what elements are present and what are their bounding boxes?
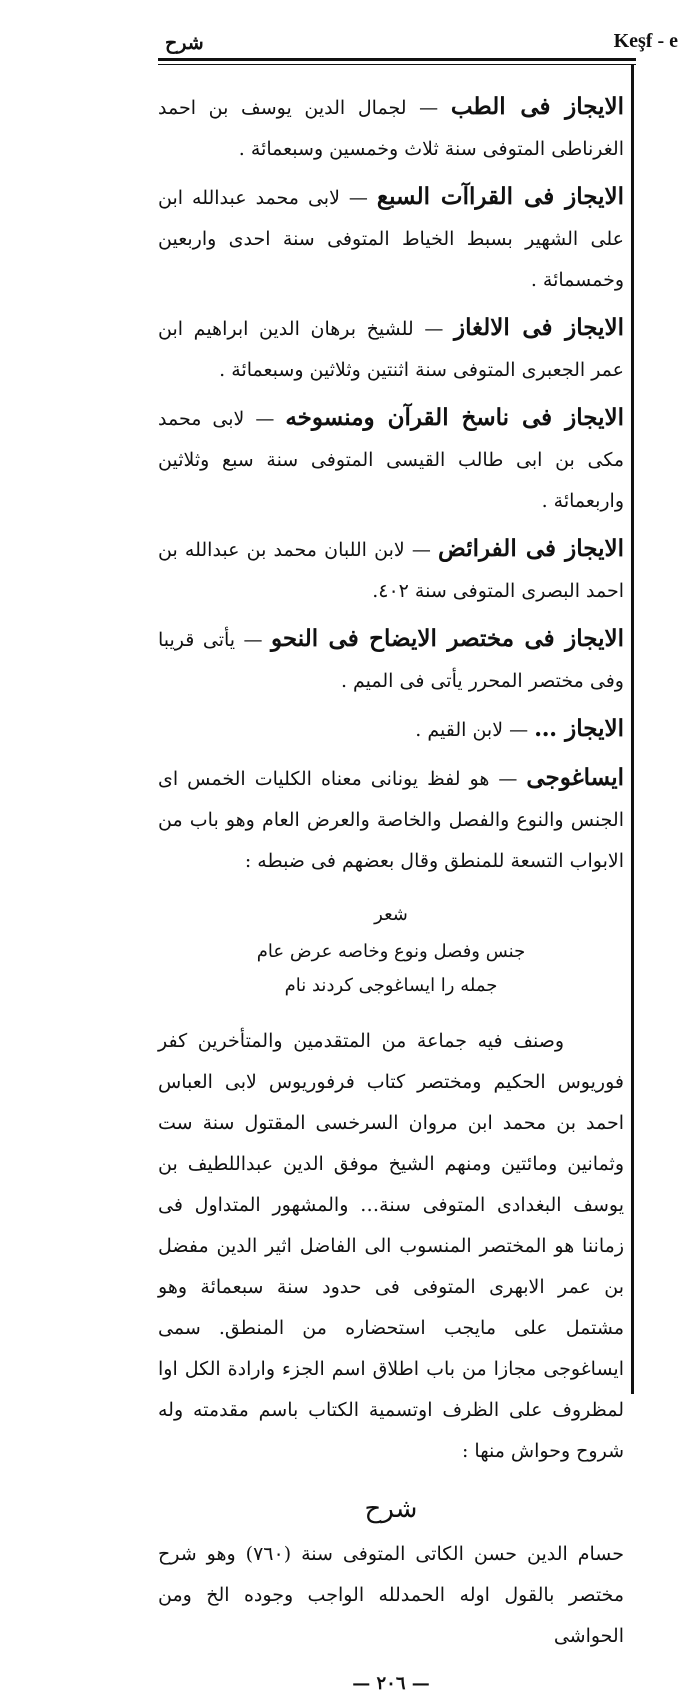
page-body xyxy=(158,86,624,1694)
margin-rule xyxy=(631,64,634,1394)
entry-text: — لابى محمد عبدالله ابن على الشهير بسبط الخياط المتوفى سنة احدى واربعين وخمسمائة . xyxy=(158,187,624,291)
entry-7 xyxy=(158,708,624,751)
entry-2 xyxy=(158,176,624,301)
header-rule-thick xyxy=(158,58,636,61)
entry-headword: الايجاز فى ناسخ القرآن ومنسوخه xyxy=(285,404,624,431)
running-head-arabic: شرح xyxy=(165,32,204,54)
poem-line-2: جمله را ايساغوجى كردند نام xyxy=(284,975,498,996)
entry-headword: الايجاز فى الالغاز xyxy=(454,314,624,341)
section-heading: شرح xyxy=(364,1494,418,1524)
entry-1 xyxy=(158,86,624,170)
entry-6 xyxy=(158,618,624,702)
entry-text: — يأتى قريبا وفى مختصر المحرر يأتى فى الميم . xyxy=(158,629,624,692)
commentary-paragraph: وصنف فيه جماعة من المتقدمين والمتأخرين كفر فوريوس الحكيم ومختصر كتاب فرفوريوس لابى العباس احمد بن محمد ابن مروان السرخسى المقتول سنة ست وثمانين ومائتين ومنهم الشيخ موفق الدين عبداللطيف بن يوسف البغدادى المتوفى سنة… والمشهور المتداول فى زماننا هو المختصر المنسوب الى الفاضل اثير الدين مفضل بن عمر الابهرى المتوفى فى حدود سنة سبعمائة وهو مشتمل على مايجب استحضاره من المنطق. سمى ايساغوجى مجازا من باب اطلاق اسم الجزء وارادة الكل اوا لمظروف على الظرف اوتسمية الكتاب باسم مقدمته وله شروح وحواش منها : xyxy=(158,1030,624,1462)
entry-3 xyxy=(158,307,624,391)
entry-text: — لابى محمد مكى بن ابى طالب القيسى المتوفى سنة سبع وثلاثين واربعمائة . xyxy=(158,408,624,512)
poem-line-1: جنس وفصل ونوع وخاصه عرض عام xyxy=(256,941,526,962)
entry-4 xyxy=(158,397,624,522)
entry-5 xyxy=(158,528,624,612)
entry-text: — هو لفظ يونانى معناه الكليات الخمس اى الجنس والنوع والفصل والخاصة والعرض العام وهو باب من الابواب التسعة للمنطق وقال بعضهم فى ضبطه : xyxy=(158,768,624,872)
entry-text: — لابن القيم . xyxy=(415,719,535,741)
entry-text: — لجمال الدين يوسف بن احمد الغرناطى المتوفى سنة ثلاث وخمسين وسبعمائة . xyxy=(158,97,624,160)
entry-text: — للشيخ برهان الدين ابراهيم ابن عمر الجعبرى المتوفى سنة اثنتين وثلاثين وسبعمائة . xyxy=(158,318,624,381)
entry-headword: الايجاز فى مختصر الايضاح فى النحو xyxy=(271,625,624,652)
entry-headword: ايساغوجى xyxy=(526,764,624,791)
entry-headword: الايجاز فى القراآت السبع xyxy=(376,183,624,210)
section-paragraph: حسام الدين حسن الكاتى المتوفى سنة (٧٦٠) وهو شرح مختصر بالقول اوله الحمدلله الواجب وجوده الخ ومن الحواشى xyxy=(158,1543,625,1647)
page-number: — ٢٠٦ — xyxy=(352,1673,430,1694)
entry-8 xyxy=(158,757,624,882)
entry-headword: الايجاز … xyxy=(534,715,624,742)
header-rule-thin xyxy=(158,64,636,65)
running-head-latin: Keşf - e xyxy=(613,30,678,52)
entry-text: — لابن اللبان محمد بن عبدالله بن احمد البصرى المتوفى سنة ٤٠٢. xyxy=(158,539,624,602)
entry-headword: الايجاز فى الطب xyxy=(450,93,624,120)
entry-headword: الايجاز فى الفرائض xyxy=(438,535,624,562)
poem-heading: شعر xyxy=(374,904,408,925)
